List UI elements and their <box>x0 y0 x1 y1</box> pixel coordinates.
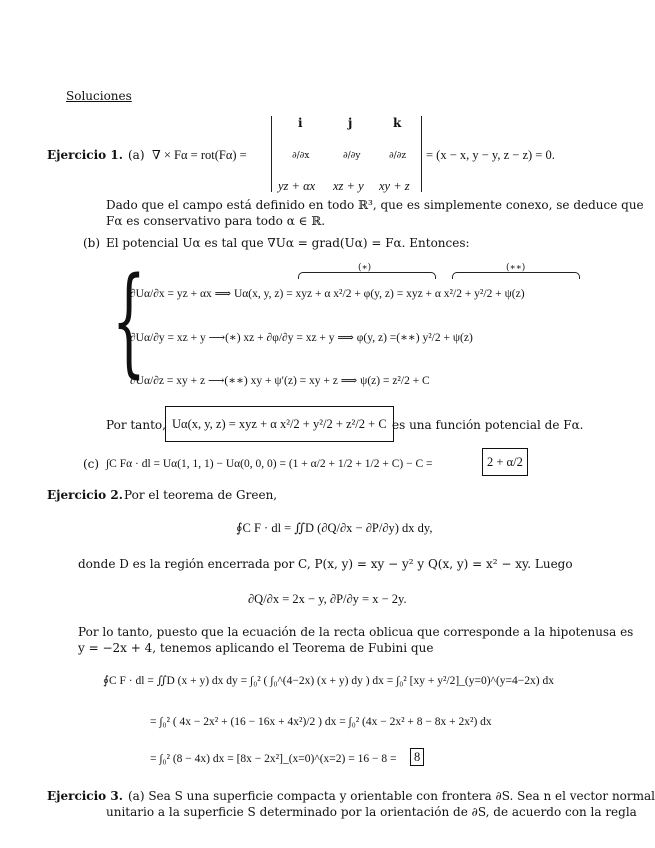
potential-function-box: Uα(x, y, z) = xyz + α x²/2 + y²/2 + z²/2 + C <box>165 406 394 442</box>
ex2-intro: Por el teorema de Green, <box>124 488 278 502</box>
overbrace-1-mark: (∗) <box>358 263 372 273</box>
ex1-heading: Ejercicio 1. <box>47 148 123 162</box>
ex1-a-text1: Dado que el campo está definido en todo ℝ³, que es simplemente conexo, se deduce que <box>106 198 644 212</box>
ex1-a-lhs: ∇ × Fα = rot(Fα) = <box>152 148 247 162</box>
matrix-cell: ∂/∂x <box>292 151 310 161</box>
ex2-text1: donde D es la región encerrada por C, P(x, y) = xy − y² y Q(x, y) = x² − xy. Luego <box>78 557 573 571</box>
ex2-text3: y = −2x + 4, tenemos aplicando el Teorema de Fubini que <box>78 641 434 655</box>
ex1-c-result-box: 2 + α/2 <box>482 448 528 476</box>
ex3-text1: (a) Sea S una superficie compacta y orientable con frontera ∂S. Sea n el vector normal <box>128 789 655 803</box>
determinant-right-bar <box>421 116 422 192</box>
ex1-a-label: (a) <box>128 148 145 162</box>
matrix-cell: j <box>348 116 353 130</box>
overbrace-2-mark: (∗∗) <box>506 263 526 273</box>
matrix-cell: xz + y <box>333 179 364 193</box>
determinant-left-bar <box>271 116 272 192</box>
green-theorem-formula: ∮C F · dl = ∬D (∂Q/∂x − ∂P/∂y) dx dy, <box>236 521 433 535</box>
ex1-c-label: (c) <box>83 457 100 471</box>
matrix-cell: ∂/∂z <box>389 151 407 161</box>
ex1-b-conclusion-post: es una función potencial de Fα. <box>392 418 584 432</box>
system-left-brace: { <box>112 251 146 389</box>
system-line-2: ∂Uα/∂y = xz + y ⟶(∗) xz + ∂φ/∂y = xz + y ⟹ φ(y, z) =(∗∗) y²/2 + ψ(z) <box>130 332 473 344</box>
ex2-partials: ∂Q/∂x = 2x − y, ∂P/∂y = x − 2y. <box>248 592 407 606</box>
ex2-heading: Ejercicio 2. <box>47 488 123 502</box>
system-line-3: ∂Uα/∂z = xy + z ⟶(∗∗) xy + ψ′(z) = xy + z ⟹ ψ(z) = z²/2 + C <box>130 375 430 387</box>
ex1-b-conclusion-pre: Por tanto, <box>106 418 166 432</box>
system-line-1: ∂Uα/∂x = yz + αx ⟹ Uα(x, y, z) = xyz + α x²/2 + φ(y, z) = xyz + α x²/2 + y²/2 + ψ(z) <box>130 288 525 300</box>
matrix-cell: xy + z <box>379 179 410 193</box>
ex1-a-text2: Fα es conservativo para todo α ∈ ℝ. <box>106 214 326 228</box>
ex2-calc-line-3: = ∫₀² (8 − 4x) dx = [8x − 2x²]_(x=0)^(x=2) = 16 − 8 = <box>150 753 397 765</box>
ex2-calc-line-1: ∮C F · dl = ∬D (x + y) dx dy = ∫₀² ( ∫₀^(4−2x) (x + y) dy ) dx = ∫₀² [xy + y²/2]_(y=0)^(y=4−2x) dx <box>103 675 554 687</box>
matrix-cell: yz + αx <box>278 179 316 193</box>
matrix-cell: i <box>298 116 303 130</box>
page-title: Soluciones <box>66 89 132 103</box>
ex1-c-expression: ∫C Fα · dl = Uα(1, 1, 1) − Uα(0, 0, 0) = (1 + α/2 + 1/2 + 1/2 + C) − C = <box>106 458 433 470</box>
ex3-text2: unitario a la superficie S determinado por la orientación de ∂S, de acuerdo con la regla <box>106 805 637 819</box>
ex3-heading: Ejercicio 3. <box>47 789 123 803</box>
matrix-cell: k <box>393 116 402 130</box>
ex2-text2: Por lo tanto, puesto que la ecuación de la recta oblicua que corresponde a la hipotenusa es <box>78 625 634 639</box>
ex1-b-label: (b) <box>83 236 101 250</box>
ex2-result-box: 8 <box>410 748 424 766</box>
ex1-b-text: El potencial Uα es tal que ∇Uα = grad(Uα) = Fα. Entonces: <box>106 236 470 250</box>
ex2-calc-line-2: = ∫₀² ( 4x − 2x² + (16 − 16x + 4x²)/2 ) dx = ∫₀² (4x − 2x² + 8 − 8x + 2x²) dx <box>150 716 492 728</box>
matrix-cell: ∂/∂y <box>343 151 361 161</box>
ex1-a-result: = (x − x, y − y, z − z) = 0. <box>426 148 555 162</box>
